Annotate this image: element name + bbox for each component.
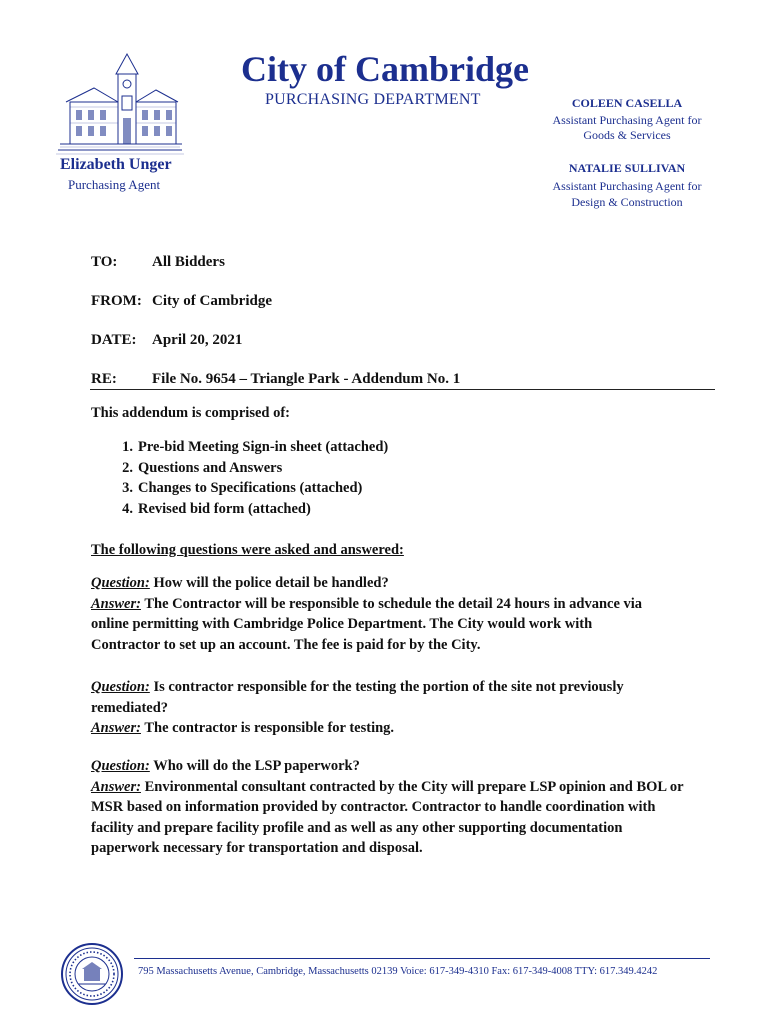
purchasing-agent-name: Elizabeth Unger (60, 156, 172, 173)
to-value: All Bidders (152, 254, 225, 270)
answer-text: The contractor is responsible for testing. (144, 720, 395, 736)
addendum-intro: This addendum is comprised of: (91, 405, 291, 421)
question-text: Who will do the LSP paperwork? (153, 758, 360, 774)
list-item: 4. Revised bid form (attached) (122, 500, 311, 517)
list-item: 2. Questions and Answers (122, 459, 283, 476)
re-value: File No. 9654 – Triangle Park - Addendum No. 1 (152, 371, 461, 387)
answer-text: Contractor to set up an account. The fee is paid for by the City. (91, 636, 481, 653)
qa-block-2 (91, 677, 721, 739)
assistant-agent-2-title-line2: Design & Construction (571, 195, 683, 209)
list-item: 1. Pre-bid Meeting Sign-in sheet (attached) (122, 439, 389, 455)
footer-address: 795 Massachusetts Avenue, Cambridge, Massachusetts 02139 Voice: 617-349-4310 Fax: 617-349-4008 TTY: 617.349.4242 (138, 966, 658, 977)
assistant-agent-1-name: COLEEN CASELLA (571, 96, 683, 110)
date-value: April 20, 2021 (152, 332, 243, 348)
from-value: City of Cambridge (152, 293, 272, 309)
memo-divider (90, 389, 715, 390)
addendum-list (113, 437, 388, 519)
date-label: DATE: (91, 332, 137, 348)
question-label: Question: (91, 679, 150, 695)
answer-text: Environmental consultant contracted by the City will prepare LSP opinion and BOL or (144, 778, 684, 795)
assistant-agent-1-title-line1: Assistant Purchasing Agent for (552, 113, 702, 127)
assistant-agent-2-title-line1: Assistant Purchasing Agent for (552, 179, 702, 193)
answer-label: Answer: (91, 720, 141, 736)
answer-text: MSR based on information provided by contractor. Contractor to handle coordination with (91, 799, 656, 815)
answer-label: Answer: (91, 595, 141, 612)
question-text: remediated? (91, 699, 169, 716)
qa-heading: The following questions were asked and answered: (91, 542, 404, 558)
from-label: FROM: (91, 293, 142, 309)
assistant-agent-2-name: NATALIE SULLIVAN (568, 161, 686, 175)
city-title: City of Cambridge (241, 49, 529, 89)
answer-text: facility and prepare facility profile and as well as any other supporting documentation (91, 819, 623, 836)
re-label: RE: (91, 371, 117, 387)
footer-divider (134, 958, 710, 959)
answer-text: online permitting with Cambridge Police Department. The City would work with (91, 616, 593, 632)
question-label: Question: (91, 758, 150, 774)
answer-text: The Contractor will be responsible to schedule the detail 24 hours in advance via (144, 595, 643, 612)
answer-label: Answer: (91, 778, 141, 795)
purchasing-agent-title: Purchasing Agent (68, 177, 161, 192)
department-name: PURCHASING DEPARTMENT (265, 91, 481, 108)
question-text: How will the police detail be handled? (153, 575, 389, 591)
qa-block-3 (91, 756, 731, 859)
question-text: Is contractor responsible for the testing the portion of the site not previously (153, 679, 624, 695)
qa-block-1 (91, 573, 721, 655)
city-seal-icon (60, 942, 124, 1006)
to-label: TO: (91, 254, 118, 270)
question-label: Question: (91, 575, 150, 591)
assistant-agent-1-title-line2: Goods & Services (583, 128, 671, 142)
answer-text: paperwork necessary for transportation and disposal. (91, 840, 423, 856)
list-item: 3. Changes to Specifications (attached) (122, 480, 363, 496)
